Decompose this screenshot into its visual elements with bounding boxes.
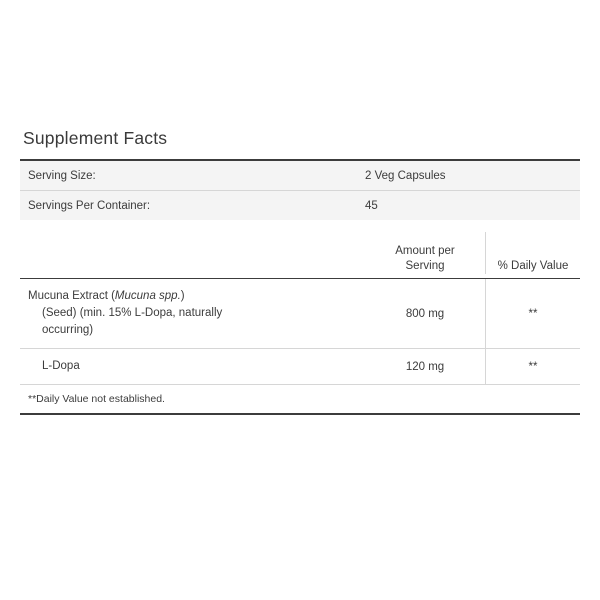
ingredient-name-line1: L-Dopa — [42, 360, 80, 372]
ingredient-name — [20, 279, 365, 348]
servings-per-container-label: Servings Per Container: — [28, 199, 151, 212]
page-title: Supplement Facts — [23, 128, 168, 148]
column-header-row — [20, 232, 580, 278]
table-row — [20, 279, 580, 348]
serving-size-row — [20, 161, 580, 190]
ingredient-name — [20, 349, 365, 384]
servings-per-container-value: 45 — [365, 199, 378, 212]
ingredient-name-line3: occurring) — [42, 324, 94, 336]
ingredient-daily-value: ** — [485, 349, 580, 384]
ingredient-name-line2: (Seed) (min. 15% L-Dopa, naturally — [42, 307, 223, 319]
serving-size-value: 2 Veg Capsules — [365, 169, 446, 182]
column-header-amount-line1: Amount per — [395, 245, 455, 257]
ingredient-name-italic: Mucuna spp. — [114, 290, 181, 302]
spacer — [20, 220, 580, 232]
ingredient-amount: 800 mg — [405, 307, 445, 320]
serving-size-label: Serving Size: — [28, 169, 96, 182]
divider-bottom — [20, 413, 580, 415]
ingredient-name-line1: Mucuna Extract ( — [28, 290, 115, 302]
ingredient-name-line1-end: ) — [180, 290, 185, 302]
servings-per-container-row — [20, 191, 580, 220]
table-row — [20, 349, 580, 384]
supplement-facts-block — [20, 128, 580, 415]
ingredient-daily-value: ** — [485, 279, 580, 348]
column-header-amount-line2: Serving — [405, 260, 445, 272]
footnote: **Daily Value not established. — [28, 393, 165, 405]
ingredient-amount: 120 mg — [405, 360, 445, 373]
column-header-amount — [365, 244, 485, 274]
column-header-daily-value: % Daily Value — [485, 232, 580, 274]
